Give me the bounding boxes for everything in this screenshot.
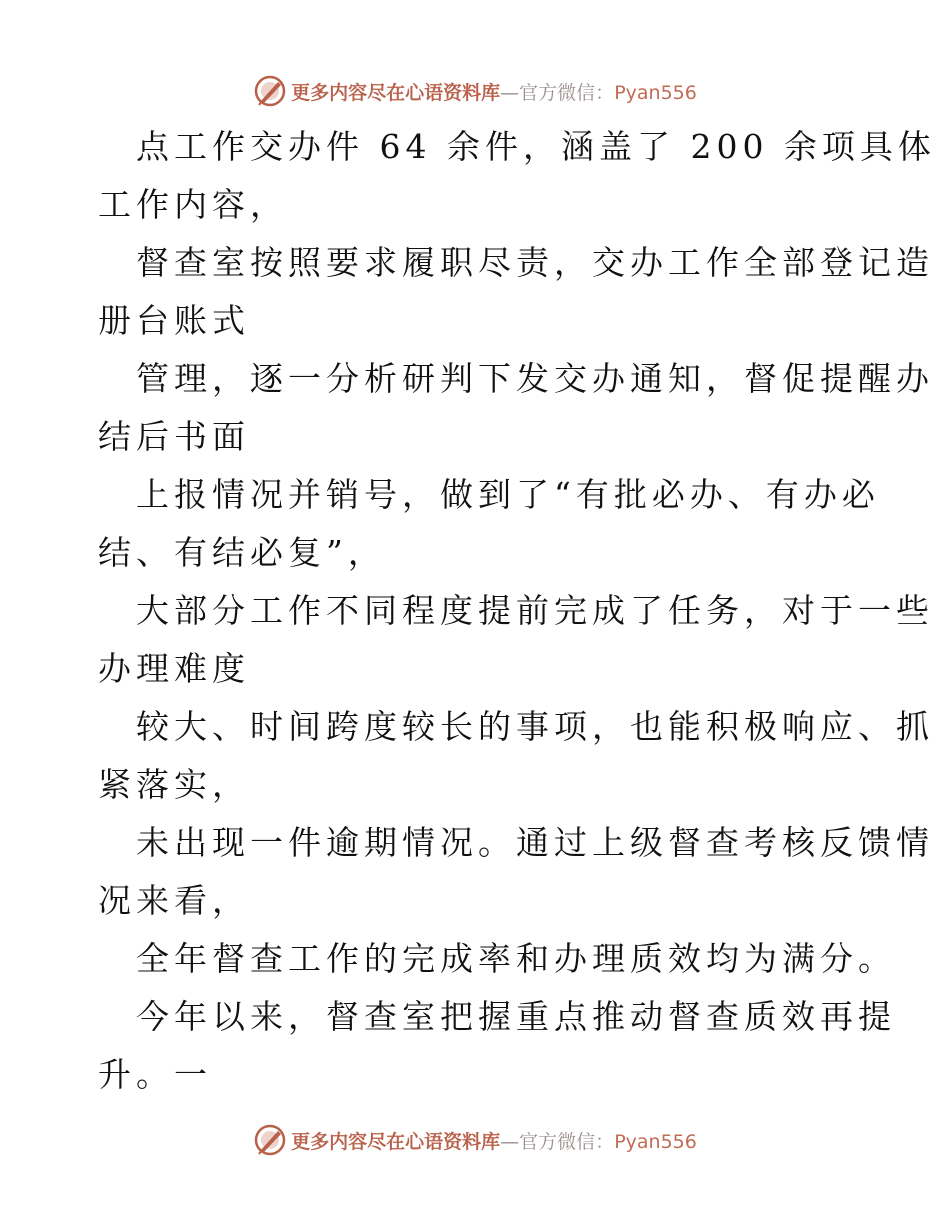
body-line: 工作内容， bbox=[98, 185, 288, 224]
watermark-wechat-id: Pyan556 bbox=[614, 1130, 697, 1153]
watermark-brand: 更多内容尽在心语资料库 bbox=[291, 1130, 501, 1153]
body-line: 全年督查工作的完成率和办理质效均为满分。 bbox=[136, 939, 896, 978]
quill-pen-logo-icon bbox=[253, 74, 287, 108]
watermark-separator: — bbox=[500, 1130, 520, 1153]
body-line: 今年以来，督查室把握重点推动督查质效再提 bbox=[136, 997, 896, 1036]
body-line: 未出现一件逾期情况。通过上级督查考核反馈情 bbox=[136, 823, 934, 862]
body-line: 管理，逐一分析研判下发交办通知，督促提醒办 bbox=[136, 359, 934, 398]
body-line: 上报情况并销号，做到了“有批必办、有办必 bbox=[136, 475, 880, 514]
body-line: 点工作交办件 64 余件，涵盖了 200 余项具体 bbox=[136, 127, 936, 166]
footer-watermark bbox=[0, 1120, 950, 1160]
header-watermark bbox=[0, 71, 950, 111]
body-line: 结、有结必复”， bbox=[98, 533, 386, 572]
watermark-brand: 更多内容尽在心语资料库 bbox=[291, 81, 501, 104]
watermark-separator: — bbox=[500, 81, 520, 104]
body-line: 升。一 bbox=[98, 1055, 212, 1094]
body-line: 册台账式 bbox=[98, 301, 250, 340]
body-line: 结后书面 bbox=[98, 417, 250, 456]
body-line: 较大、时间跨度较长的事项，也能积极响应、抓 bbox=[136, 707, 934, 746]
document-body bbox=[98, 118, 936, 1104]
watermark-text bbox=[291, 1127, 697, 1154]
watermark-wechat-id: Pyan556 bbox=[614, 81, 697, 104]
watermark-text bbox=[291, 78, 697, 105]
body-line: 紧落实， bbox=[98, 765, 250, 804]
body-line: 大部分工作不同程度提前完成了任务，对于一些 bbox=[136, 591, 934, 630]
body-line: 办理难度 bbox=[98, 649, 250, 688]
watermark-wechat-label: 官方微信： bbox=[519, 81, 615, 104]
quill-pen-logo-icon bbox=[253, 1123, 287, 1157]
body-line: 况来看， bbox=[98, 881, 250, 920]
watermark-wechat-label: 官方微信： bbox=[519, 1130, 615, 1153]
body-line: 督查室按照要求履职尽责，交办工作全部登记造 bbox=[136, 243, 934, 282]
